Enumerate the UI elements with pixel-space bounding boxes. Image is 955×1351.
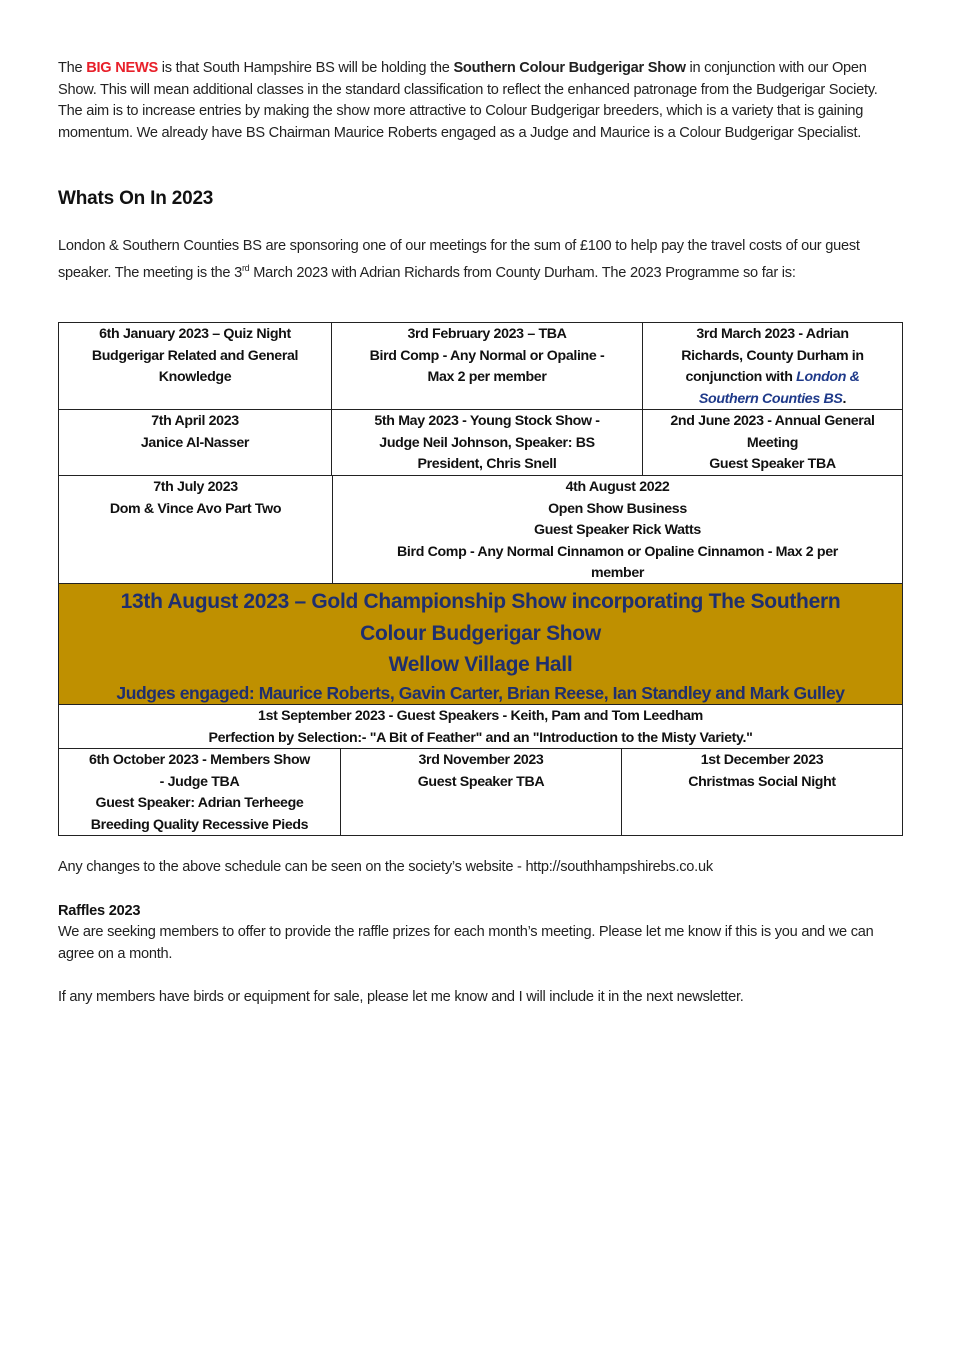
cell-text: 5th May 2023 - Young Stock Show - Judge Neil Johnson, Speaker: BS President, Chris Snell (374, 413, 600, 473)
gold-show-venue: Wellow Village Hall (388, 653, 573, 676)
london-southern-link: London & Southern Counties BS (698, 369, 860, 407)
raffles-text: We are seeking members to offer to provide the raffle prizes for each month’s meeting. Please let me know if this is you and we can agree on a month. (58, 924, 874, 962)
cell-july (58, 475, 333, 584)
cell-december (621, 748, 903, 836)
cell-october (58, 748, 341, 836)
cell-march (642, 322, 903, 410)
whats-on-paragraph (58, 236, 898, 284)
sup: rd (241, 262, 250, 273)
text: in conjunction with our Open Show. This will mean additional classes in the standard classification to reflect the enhanced patronage from the Budgerigar Society. The aim is to increase entries by making the show more attractive to Colour Budgerigar breeders, which is a variety that is gaining momentum. We already have BS Chairman Maurice Roberts engaged as a Judge and Maurice is a Colour Budgerigar Specialist. (58, 60, 878, 141)
cell-june (642, 409, 903, 476)
changes-note: Any changes to the above schedule can be seen on the society’s website - http://southhampshirebs.co.uk (58, 859, 713, 875)
whats-on-heading: Whats On In 2023 (58, 188, 214, 209)
cell-may (331, 409, 643, 476)
cell-january (58, 322, 332, 410)
cell-text: 6th October 2023 - Members Show - Judge TBA Guest Speaker: Adrian Terheege Breeding Quality Recessive Pieds (89, 752, 310, 833)
cell-text: 7th July 2023 Dom & Vince Avo Part Two (109, 479, 282, 517)
cell-text: 4th August 2022 Open Show Business Guest Speaker Rick Watts Bird Comp - Any Normal Cinnamon or Opaline Cinnamon - Max 2 per member (397, 479, 838, 582)
cell-november (340, 748, 622, 836)
raffles-heading: Raffles 2023 (58, 903, 141, 919)
cell-august (332, 475, 903, 584)
cell-text: 3rd March 2023 - Adrian Richards, County Durham in conjunction with (681, 326, 864, 386)
show-name: Southern Colour Budgerigar Show (453, 60, 686, 76)
gold-show-title: 13th August 2023 – Gold Championship Show incorporating The Southern Colour Budgerigar Show (120, 590, 841, 645)
gold-show-cell (58, 583, 903, 705)
text: The (58, 60, 87, 76)
cell-text: 3rd February 2023 – TBA Bird Comp - Any Normal or Opaline - Max 2 per member (369, 326, 605, 386)
text: London & Southern Counties BS are sponsoring one of our meetings for the sum of £100 to help pay the travel costs of our guest speaker. The meeting is the 3 (58, 238, 860, 281)
cell-february (331, 322, 643, 410)
cell-text: 1st September 2023 - Guest Speakers - Keith, Pam and Tom Leedham Perfection by Selection:- "A Bit of Feather" and an "Introduction to the Misty Variety." (208, 708, 753, 746)
cell-text: 3rd November 2023 Guest Speaker TBA (417, 752, 545, 790)
cell-september (58, 704, 903, 749)
intro-paragraph (58, 58, 898, 144)
sale-note: If any members have birds or equipment for sale, please let me know and I will include it in the next newsletter. (58, 989, 744, 1005)
cell-text: 6th January 2023 – Quiz Night Budgerigar Related and General Knowledge (91, 326, 299, 386)
gold-show-judges: Judges engaged: Maurice Roberts, Gavin Carter, Brian Reese, Ian Standley and Mark Gulley (116, 682, 845, 703)
text: is that South Hampshire BS will be holding the (157, 60, 454, 76)
cell-text: . (842, 390, 847, 407)
text: March 2023 with Adrian Richards from County Durham. The 2023 Programme so far is: (249, 264, 796, 281)
cell-april (58, 409, 332, 476)
cell-text: 1st December 2023 Christmas Social Night (688, 752, 836, 790)
big-news: BIG NEWS (86, 60, 158, 76)
cell-text: 2nd June 2023 - Annual General Meeting Guest Speaker TBA (670, 413, 875, 473)
cell-text: 7th April 2023 Janice Al-Nasser (140, 413, 250, 451)
